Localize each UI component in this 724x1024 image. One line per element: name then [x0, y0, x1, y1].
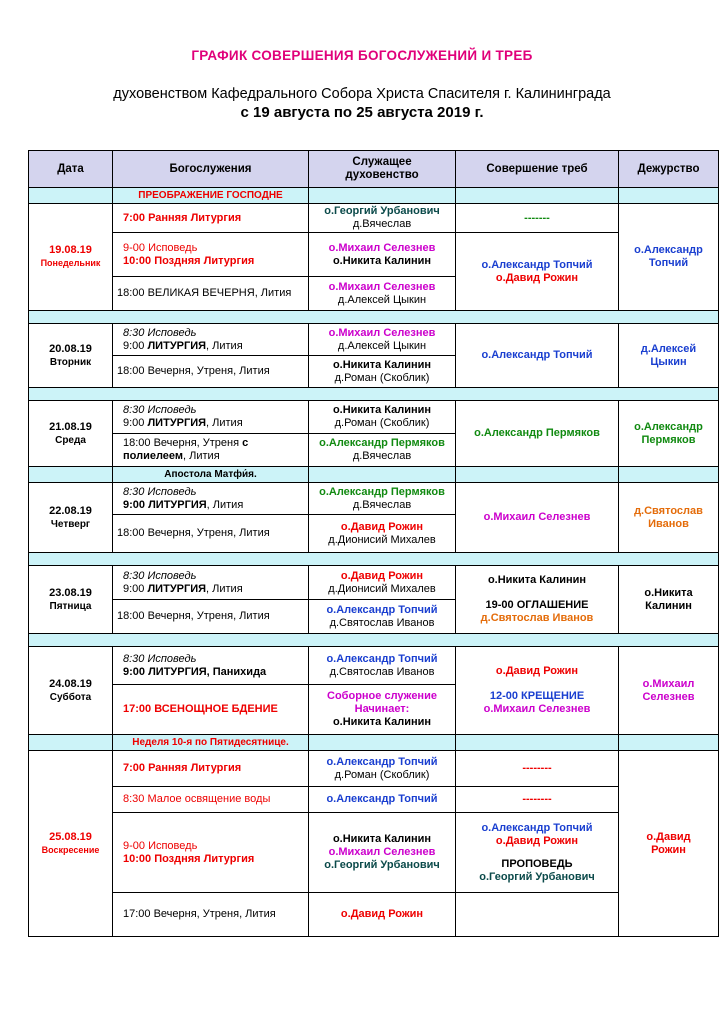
rites-cell	[456, 813, 619, 893]
service-row	[29, 233, 719, 277]
rites-cell: --------	[456, 751, 619, 787]
service-text: 8:30 Исповедь	[123, 326, 197, 339]
clergy-cell	[309, 401, 456, 434]
clergy-cell	[309, 566, 456, 600]
clergy-cell	[309, 600, 456, 634]
feast-row	[29, 467, 719, 483]
service-row	[29, 204, 719, 233]
service-row	[29, 893, 719, 937]
weekday: Воскресение	[41, 844, 100, 855]
service-row	[29, 324, 719, 356]
service-text: 10:00 Поздняя Литургия	[123, 254, 255, 267]
clergy-cell	[309, 813, 456, 893]
rites-name-2: д.Святослав Иванов	[480, 612, 594, 624]
feast-row	[29, 735, 719, 751]
duty-cell	[619, 204, 719, 311]
header-date: Дата	[29, 151, 113, 188]
clergy-cell	[309, 356, 456, 388]
separator-row	[29, 311, 719, 324]
clergy-cell	[309, 277, 456, 311]
date: 21.08.19	[49, 420, 92, 433]
service-row	[29, 566, 719, 600]
day-date-cell	[29, 647, 113, 735]
service-text: 18:00 Вечерня, Утреня с	[123, 437, 249, 449]
clergy-deacon: д.Святослав Иванов	[329, 665, 435, 678]
clergy-cell	[309, 751, 456, 787]
service-text: 9-00 Исповедь	[123, 241, 198, 254]
day-date-cell	[29, 204, 113, 311]
service-text: 9:00 ЛИТУРГИЯ, Лития	[123, 417, 243, 429]
service-text: 7:00 Ранняя Литургия	[123, 762, 242, 774]
service-cell	[113, 751, 309, 787]
rites-cell: о.Михаил Селезнев	[456, 483, 619, 553]
day-date-cell	[29, 483, 113, 553]
rites-name-2: о.Михаил Селезнев	[483, 703, 591, 715]
duty-name-2: Калинин	[645, 599, 692, 612]
weekday: Понедельник	[40, 258, 101, 268]
duty-name-1: о.Давид	[646, 830, 691, 843]
clergy-priest: о.Никита Калинин	[332, 716, 432, 728]
rites-cell	[456, 566, 619, 634]
service-cell	[113, 813, 309, 893]
rites-cell: о.Александр Пермяков	[456, 401, 619, 467]
service-row	[29, 751, 719, 787]
service-cell	[113, 324, 309, 356]
weekday: Вторник	[49, 356, 92, 368]
duty-cell	[619, 483, 719, 553]
date: 25.08.19	[49, 830, 92, 843]
clergy-priest: о.Михаил Селезнев	[328, 846, 436, 858]
clergy-deacon: д.Роман (Скоблик)	[334, 371, 430, 384]
clergy-cell	[309, 685, 456, 735]
clergy-cell	[309, 233, 456, 277]
service-cell	[113, 600, 309, 634]
service-cell	[113, 787, 309, 813]
service-text: 9:00 ЛИТУРГИЯ, Лития	[123, 582, 243, 595]
schedule-table	[28, 150, 719, 937]
service-cell	[113, 401, 309, 434]
header-clergy-line-2: духовенство	[345, 169, 419, 181]
service-cell	[113, 515, 309, 553]
service-text: 18:00 Вечерня, Утреня, Лития	[117, 610, 270, 622]
rites-label: ПРОПОВЕДЬ	[501, 857, 573, 870]
service-text: 8:30 Исповедь	[123, 485, 197, 498]
duty-name-1: д.Святослав	[634, 504, 703, 517]
rites-cell: --------	[456, 787, 619, 813]
clergy-deacon: д.Вячеслав	[352, 218, 412, 230]
clergy-cell	[309, 434, 456, 467]
weekday: Четверг	[50, 518, 91, 530]
page-subtitle: духовенством Кафедрального Собора Христа Спасителя г. Калининграда	[113, 86, 611, 102]
service-cell	[113, 204, 309, 233]
clergy-priest: о.Никита Калинин	[332, 358, 432, 371]
clergy-deacon: д.Дионисий Михалев	[328, 533, 436, 546]
header-services: Богослужения	[113, 151, 309, 188]
rites-cell	[456, 893, 619, 937]
date: 24.08.19	[49, 677, 92, 690]
service-cell	[113, 483, 309, 515]
clergy-priest: о.Александр Пермяков	[319, 485, 445, 498]
service-row	[29, 401, 719, 434]
service-cell	[113, 685, 309, 735]
rites-label: 12-00 КРЕЩЕНИЕ	[489, 690, 585, 702]
clergy-priest: о.Георгий Урбанович	[324, 205, 440, 217]
clergy-priest: о.Никита Калинин	[332, 254, 432, 267]
clergy-priest: о.Георгий Урбанович	[324, 859, 440, 871]
day-date-cell	[29, 324, 113, 388]
duty-name-2: Селезнев	[642, 690, 695, 703]
duty-name-2: Цыкин	[650, 355, 687, 368]
day-date-cell	[29, 401, 113, 467]
clergy-cell	[309, 324, 456, 356]
service-row	[29, 787, 719, 813]
separator-row	[29, 553, 719, 566]
rites-label: 19-00 ОГЛАШЕНИЕ	[485, 599, 589, 611]
weekday: Суббота	[49, 691, 92, 703]
clergy-note: Начинает:	[354, 703, 410, 715]
rites-cell	[456, 647, 619, 735]
rites-cell	[456, 233, 619, 311]
rites-name-2: о.Давид Рожин	[495, 271, 579, 284]
duty-name-2: Пермяков	[641, 433, 696, 446]
weekday: Среда	[55, 434, 86, 446]
rites-name-1: о.Александр Топчий	[481, 258, 593, 271]
header-clergy	[309, 151, 456, 188]
day-date-cell	[29, 751, 113, 937]
service-row	[29, 647, 719, 685]
duty-name-1: о.Александр	[634, 244, 703, 256]
date: 19.08.19	[49, 244, 92, 256]
header-rites: Совершение треб	[456, 151, 619, 188]
clergy-deacon: д.Роман (Скоблик)	[334, 417, 430, 429]
rites-name-1: о.Давид Рожин	[495, 665, 579, 677]
service-text: 9:00 ЛИТУРГИЯ, Панихида	[123, 665, 267, 678]
service-text: полиелеем, Лития	[123, 450, 220, 462]
clergy-priest: о.Никита Калинин	[332, 404, 432, 416]
duty-cell	[619, 647, 719, 735]
table-header-row	[29, 151, 719, 188]
clergy-priest: о.Михаил Селезнев	[328, 326, 436, 339]
rites-name-1: о.Никита Калинин	[487, 574, 587, 586]
separator-row	[29, 634, 719, 647]
feast-label: Апостола Матфи́я.	[113, 467, 309, 483]
clergy-deacon: д.Алексей Цыкин	[337, 293, 427, 306]
service-text: 8:30 Исповедь	[123, 652, 197, 665]
rites-cell: -------	[456, 204, 619, 233]
date: 22.08.19	[49, 504, 92, 517]
service-text: 10:00 Поздняя Литургия	[123, 852, 255, 865]
duty-cell	[619, 324, 719, 388]
service-text: 18:00 ВЕЛИКАЯ ВЕЧЕРНЯ, Лития	[117, 287, 292, 299]
clergy-deacon: д.Вячеслав	[352, 498, 412, 511]
duty-name-1: о.Александр	[634, 420, 703, 433]
duty-name-1: д.Алексей	[640, 342, 697, 355]
duty-name-1: о.Михаил	[642, 677, 695, 690]
service-text: 17:00 ВСЕНОЩНОЕ БДЕНИЕ	[123, 703, 278, 715]
service-cell	[113, 233, 309, 277]
service-text: 18:00 Вечерня, Утреня, Лития	[117, 527, 270, 539]
clergy-priest: о.Александр Топчий	[326, 603, 438, 616]
service-cell	[113, 356, 309, 388]
date-range: с 19 августа по 25 августа 2019 г.	[240, 104, 484, 121]
rites-name-2: о.Давид Рожин	[495, 834, 579, 847]
clergy-note: Соборное служение	[327, 690, 437, 702]
date: 23.08.19	[49, 586, 92, 599]
clergy-priest: о.Михаил Селезнев	[328, 280, 436, 293]
service-text: 8:30 Исповедь	[123, 404, 197, 416]
clergy-priest: о.Александр Пермяков	[319, 437, 445, 449]
separator-row	[29, 388, 719, 401]
service-text: 9-00 Исповедь	[123, 839, 198, 852]
service-text: 9:00 ЛИТУРГИЯ, Лития	[123, 339, 243, 352]
clergy-cell	[309, 483, 456, 515]
service-cell	[113, 566, 309, 600]
page-title: ГРАФИК СОВЕРШЕНИЯ БОГОСЛУЖЕНИЙ И ТРЕБ	[191, 48, 533, 63]
weekday: Пятница	[49, 600, 92, 612]
service-row	[29, 813, 719, 893]
service-text: 18:00 Вечерня, Утреня, Лития	[117, 365, 270, 377]
rites-name-3: о.Георгий Урбанович	[479, 870, 595, 883]
clergy-priest: о.Давид Рожин	[340, 520, 424, 533]
clergy-priest: о.Александр Топчий	[326, 652, 438, 665]
rites-name-1: о.Александр Топчий	[481, 821, 593, 834]
service-cell	[113, 893, 309, 937]
clergy-deacon: д.Святослав Иванов	[329, 616, 435, 629]
service-cell	[113, 647, 309, 685]
clergy-cell: о.Давид Рожин	[309, 893, 456, 937]
feast-label: ПРЕОБРАЖЕНИЕ ГОСПОДНЕ	[113, 188, 309, 204]
clergy-deacon: д.Алексей Цыкин	[337, 339, 427, 352]
clergy-deacon: д.Дионисий Михалев	[328, 582, 436, 595]
service-text: 8:30 Малое освящение воды	[123, 793, 271, 805]
service-text: 7:00 Ранняя Литургия	[123, 211, 242, 224]
clergy-cell: о.Александр Топчий	[309, 787, 456, 813]
clergy-deacon: д.Роман (Скоблик)	[334, 768, 430, 781]
duty-name-2: Топчий	[648, 257, 689, 269]
duty-name-2: Иванов	[648, 517, 689, 530]
duty-name-1: о.Никита	[644, 586, 693, 599]
service-text: 9:00 ЛИТУРГИЯ, Лития	[123, 498, 244, 511]
clergy-priest: о.Никита Калинин	[332, 833, 432, 845]
duty-cell	[619, 566, 719, 634]
duty-name-2: Рожин	[651, 843, 686, 856]
clergy-cell	[309, 647, 456, 685]
clergy-priest: о.Давид Рожин	[340, 569, 424, 582]
clergy-cell	[309, 204, 456, 233]
rites-cell: о.Александр Топчий	[456, 324, 619, 388]
clergy-deacon: д.Вячеслав	[352, 450, 412, 462]
date: 20.08.19	[49, 342, 92, 355]
service-cell	[113, 434, 309, 467]
feast-label: Неделя 10-я по Пятидесятнице.	[113, 735, 309, 751]
clergy-cell	[309, 515, 456, 553]
service-cell	[113, 277, 309, 311]
service-text: 17:00 Вечерня, Утреня, Лития	[123, 908, 276, 920]
header-clergy-line-1: Служащее	[352, 156, 412, 168]
clergy-priest: о.Михаил Селезнев	[328, 241, 436, 254]
feast-row	[29, 188, 719, 204]
service-text: 8:30 Исповедь	[123, 569, 197, 582]
duty-cell	[619, 751, 719, 937]
service-row	[29, 483, 719, 515]
day-date-cell	[29, 566, 113, 634]
duty-cell	[619, 401, 719, 467]
clergy-priest: о.Александр Топчий	[326, 755, 438, 768]
header-duty: Дежурство	[619, 151, 719, 188]
